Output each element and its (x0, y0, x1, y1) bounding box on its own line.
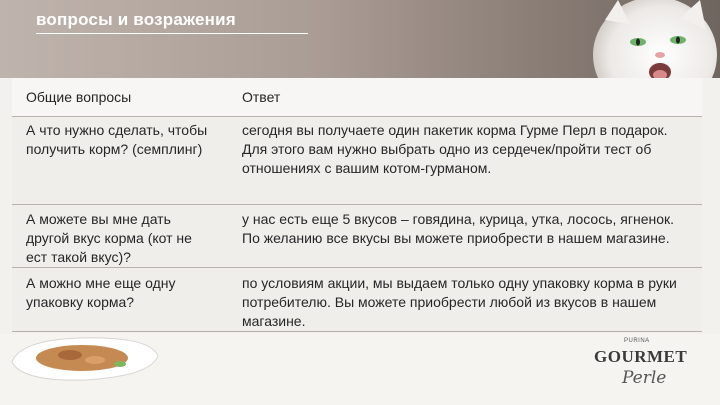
logo-perle-text: Perle (622, 368, 667, 388)
answer-cell: сегодня вы получаете один пакетик корма Гурме Перл в подарок. Для этого вам нужно выбрать одно из сердечек/пройти тест об отношениях с вашим котом-гурманом. (242, 122, 668, 176)
question-cell: А можно мне еще одну упаковку корма? (26, 275, 176, 310)
logo-gourmet-text: GOURMET (594, 347, 688, 366)
question-cell: А можете вы мне дать другой вкус корма (кот не ест такой вкус)? (26, 211, 192, 265)
header-band (0, 0, 720, 78)
title-underline (36, 33, 308, 34)
answer-cell: по условиям акции, мы выдаем только одну упаковку корма в руки потребителю. Вы можете приобрести любой из вкусов в нашем магазине. (242, 275, 677, 329)
page-title: вопросы и возражения (36, 10, 236, 29)
food-dish-image (10, 320, 160, 390)
table-row (12, 117, 702, 205)
column-header-answer: Ответ (242, 88, 281, 105)
column-header-question: Общие вопросы (26, 88, 132, 105)
qa-table (12, 78, 702, 332)
gourmet-perle-logo (594, 338, 688, 400)
table-row (12, 205, 702, 268)
cat-image (560, 0, 720, 78)
logo-purina-text: PURINA (624, 338, 650, 344)
table-header-row (12, 78, 702, 117)
question-cell: А что нужно сделать, чтобы получить корм? (семплинг) (26, 122, 208, 157)
answer-cell: у нас есть еще 5 вкусов – говядина, курица, утка, лосось, ягненок. По желанию все вкусы вы можете приобрести в нашем магазине. (242, 211, 675, 246)
